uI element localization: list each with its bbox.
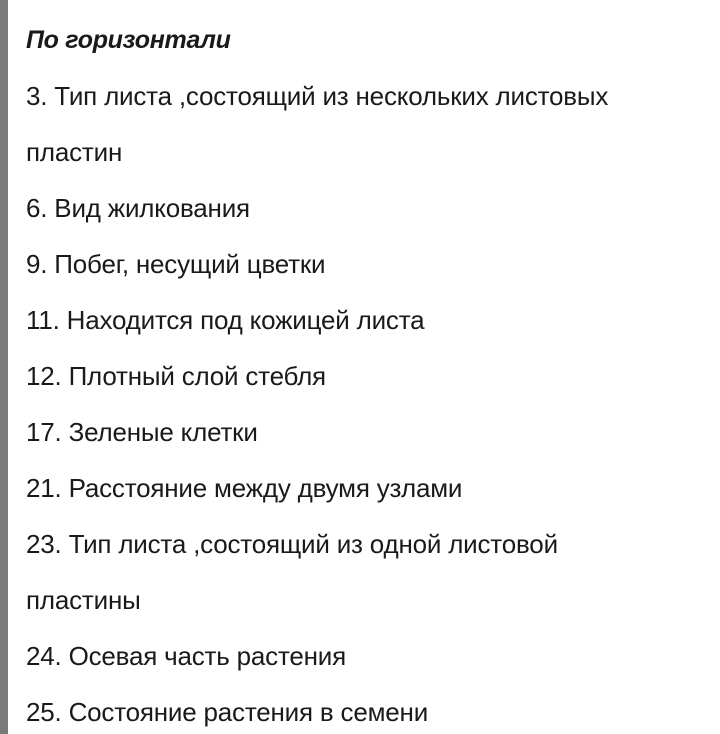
section-heading: По горизонтали	[26, 26, 231, 54]
clue-line: пластин	[26, 137, 123, 167]
clue-line: 9. Побег, несущий цветки	[26, 249, 326, 279]
clue-line: пластины	[26, 585, 141, 615]
clue-line: 6. Вид жилкования	[26, 193, 250, 223]
clue-line: 23. Тип листа ,состоящий из одной листовой	[26, 529, 558, 559]
clue-line: 25. Состояние растения в семени	[26, 697, 429, 727]
clue-line: 3. Тип листа ,состоящий из нескольких листовых	[26, 81, 609, 111]
clue-line: 11. Находится под кожицей листа	[26, 305, 425, 335]
clue-line: 17. Зеленые клетки	[26, 417, 258, 447]
clue-line: 24. Осевая часть растения	[26, 641, 346, 671]
clue-list	[26, 12, 720, 734]
clue-line: 21. Расстояние между двумя узлами	[26, 473, 463, 503]
clue-line: 12. Плотный слой стебля	[26, 361, 326, 391]
